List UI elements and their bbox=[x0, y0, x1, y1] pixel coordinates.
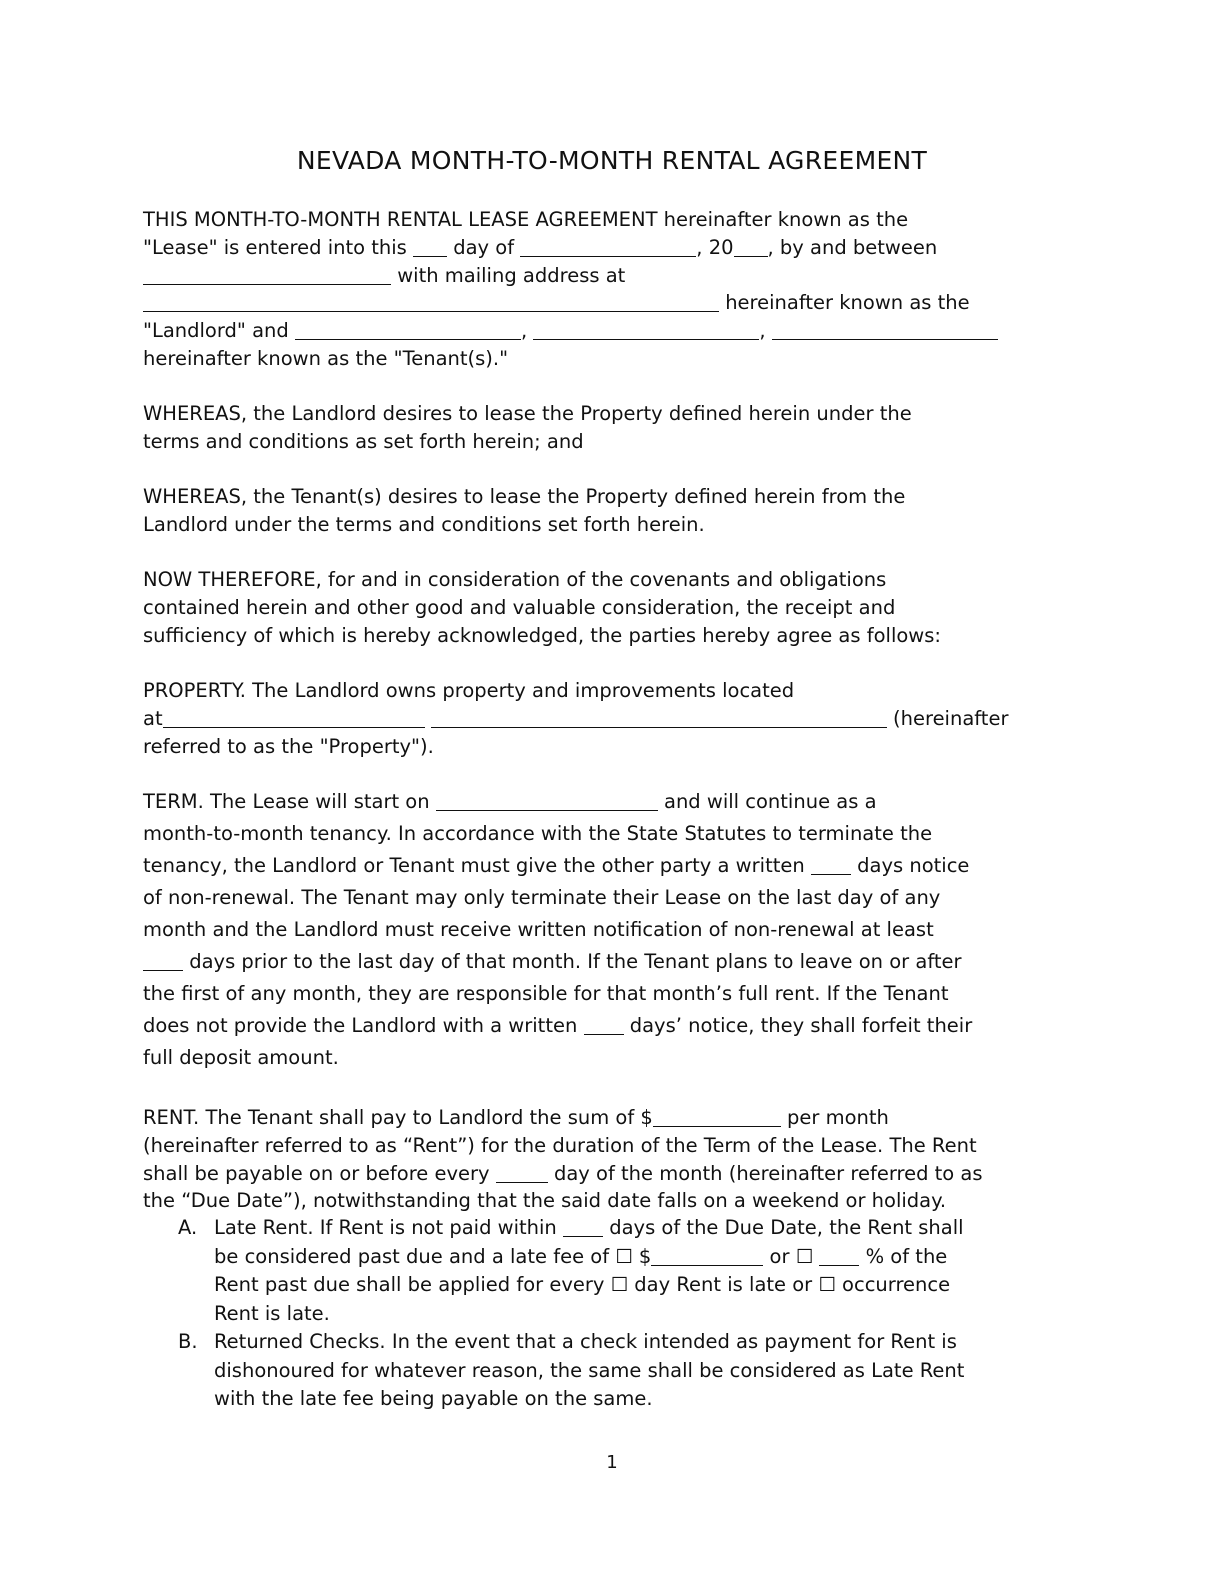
mailing-address-blank bbox=[143, 292, 719, 312]
paragraph-line: the “Due Date”), notwithstanding that the said date falls on a weekend or holiday. bbox=[143, 1189, 947, 1213]
intro-text: "Landlord" and bbox=[143, 319, 295, 343]
intro-text: , by and between bbox=[767, 235, 938, 259]
intro-line bbox=[143, 262, 1083, 290]
list-marker: A. bbox=[178, 1216, 198, 1239]
property-address-blank bbox=[163, 708, 425, 728]
intro-text: hereinafter known as the bbox=[719, 291, 970, 315]
paragraph-line bbox=[143, 1010, 1083, 1042]
property-text: (hereinafter bbox=[886, 706, 1009, 730]
tenant-name-blank bbox=[533, 320, 759, 340]
intro-line bbox=[143, 234, 1083, 262]
list-text: days of the Due Date, the Rent shall bbox=[603, 1216, 964, 1239]
late-rent-item bbox=[143, 1214, 1083, 1328]
intro-text: , 20 bbox=[696, 235, 734, 259]
intro-text: day of bbox=[447, 235, 521, 259]
rent-text: RENT. The Tenant shall pay to Landlord the sum of $ bbox=[143, 1106, 653, 1129]
term-text: days prior to the last day of that month. If the Tenant plans to leave on or after bbox=[183, 950, 962, 973]
property-paragraph bbox=[143, 677, 1083, 760]
list-marker: B. bbox=[178, 1330, 198, 1353]
intro-line: THIS MONTH-TO-MONTH RENTAL LEASE AGREEMENT hereinafter known as the bbox=[143, 208, 909, 231]
rent-amount-blank bbox=[653, 1107, 781, 1127]
paragraph-line bbox=[143, 946, 1083, 978]
rent-paragraph bbox=[143, 1104, 1083, 1215]
term-text: and will continue as a bbox=[657, 790, 877, 813]
forfeit-notice-days-blank bbox=[584, 1015, 624, 1035]
term-text: tenancy, the Landlord or Tenant must give the other party a written bbox=[143, 854, 811, 877]
month-blank bbox=[520, 237, 696, 257]
grace-days-blank bbox=[563, 1217, 603, 1237]
property-text: at bbox=[143, 706, 163, 730]
page-number: 1 bbox=[606, 1452, 618, 1473]
rent-text: per month bbox=[780, 1106, 889, 1129]
returned-checks-item bbox=[143, 1328, 1083, 1414]
intro-text: , bbox=[759, 319, 772, 343]
paragraph-line: referred to as the "Property"). bbox=[143, 734, 434, 758]
paragraph-line bbox=[143, 1160, 1083, 1188]
list-line bbox=[214, 1243, 1083, 1272]
paragraph-line: month-to-month tenancy. In accordance with the State Statutes to terminate the bbox=[143, 822, 933, 845]
term-text: days notice bbox=[850, 854, 970, 877]
list-text: % of the bbox=[859, 1244, 948, 1268]
list-line: with the late fee being payable on the same. bbox=[214, 1387, 653, 1410]
intro-line bbox=[143, 289, 1083, 317]
paragraph-line: PROPERTY. The Landlord owns property and improvements located bbox=[143, 679, 795, 702]
list-line: dishonoured for whatever reason, the same shall be considered as Late Rent bbox=[214, 1358, 965, 1382]
late-fee-amount-blank bbox=[651, 1246, 763, 1266]
rent-text: day of the month (hereinafter referred to as bbox=[547, 1161, 983, 1185]
paragraph-line bbox=[143, 1104, 1083, 1132]
whereas-tenant-paragraph bbox=[143, 483, 1083, 539]
paragraph-line: the first of any month, they are responsible for that month’s full rent. If the Tenant bbox=[143, 982, 949, 1005]
late-fee-percent-blank bbox=[819, 1246, 859, 1266]
term-text: days’ notice, they shall forfeit their bbox=[623, 1014, 973, 1037]
paragraph-line bbox=[143, 705, 1083, 733]
now-therefore-paragraph bbox=[143, 566, 1083, 649]
list-line: Rent past due shall be applied for every ☐ day Rent is late or ☐ occurrence bbox=[214, 1273, 951, 1296]
list-text: or ☐ bbox=[763, 1244, 820, 1268]
paragraph-line bbox=[143, 786, 1083, 818]
paragraph-line: sufficiency of which is hereby acknowledged, the parties hereby agree as follows: bbox=[143, 623, 941, 647]
paragraph-line: of non-renewal. The Tenant may only terminate their Lease on the last day of any bbox=[143, 886, 941, 909]
term-text: TERM. The Lease will start on bbox=[143, 790, 436, 813]
due-day-blank bbox=[496, 1163, 548, 1183]
list-text: Late Rent. If Rent is not paid within bbox=[214, 1216, 563, 1239]
paragraph-line: month and the Landlord must receive written notification of non-renewal at least bbox=[143, 918, 934, 941]
paragraph-line: WHEREAS, the Tenant(s) desires to lease the Property defined herein from the bbox=[143, 485, 906, 508]
paragraph-line: contained herein and other good and valuable consideration, the receipt and bbox=[143, 595, 896, 619]
whereas-landlord-paragraph bbox=[143, 400, 1083, 456]
notification-days-blank bbox=[143, 951, 183, 971]
paragraph-line: full deposit amount. bbox=[143, 1046, 339, 1069]
paragraph-line: terms and conditions as set forth herein; and bbox=[143, 429, 584, 453]
intro-paragraph bbox=[143, 206, 1083, 373]
list-text: be considered past due and a late fee of ☐ $ bbox=[214, 1244, 652, 1268]
property-address-blank bbox=[431, 708, 887, 728]
paragraph-line: NOW THEREFORE, for and in consideration of the covenants and obligations bbox=[143, 568, 887, 591]
rent-items-list bbox=[143, 1214, 1083, 1414]
document-title: NEVADA MONTH-TO-MONTH RENTAL AGREEMENT bbox=[296, 146, 928, 175]
intro-line: hereinafter known as the "Tenant(s)." bbox=[143, 346, 509, 370]
paragraph-line: WHEREAS, the Landlord desires to lease the Property defined herein under the bbox=[143, 402, 912, 425]
rent-text: shall be payable on or before every bbox=[143, 1161, 496, 1185]
intro-line bbox=[143, 317, 1083, 345]
list-line bbox=[214, 1214, 1083, 1243]
notice-days-blank bbox=[811, 855, 851, 875]
paragraph-line: (hereinafter referred to as “Rent”) for the duration of the Term of the Lease. The Rent bbox=[143, 1133, 977, 1157]
day-blank bbox=[413, 237, 447, 257]
paragraph-line bbox=[143, 850, 1083, 882]
intro-text: with mailing address at bbox=[391, 263, 626, 287]
year-blank bbox=[734, 237, 768, 257]
list-line: Rent is late. bbox=[214, 1301, 330, 1325]
intro-text: , bbox=[520, 319, 534, 343]
tenant-name-blank bbox=[295, 320, 521, 340]
tenant-name-blank bbox=[772, 320, 998, 340]
paragraph-line: Landlord under the terms and conditions set forth herein. bbox=[143, 512, 705, 536]
term-paragraph bbox=[143, 786, 1083, 1074]
intro-text: "Lease" is entered into this bbox=[143, 235, 414, 259]
term-text: does not provide the Landlord with a written bbox=[143, 1014, 584, 1037]
list-line: Returned Checks. In the event that a check intended as payment for Rent is bbox=[214, 1330, 957, 1353]
landlord-name-blank bbox=[143, 265, 391, 285]
start-date-blank bbox=[436, 791, 658, 811]
